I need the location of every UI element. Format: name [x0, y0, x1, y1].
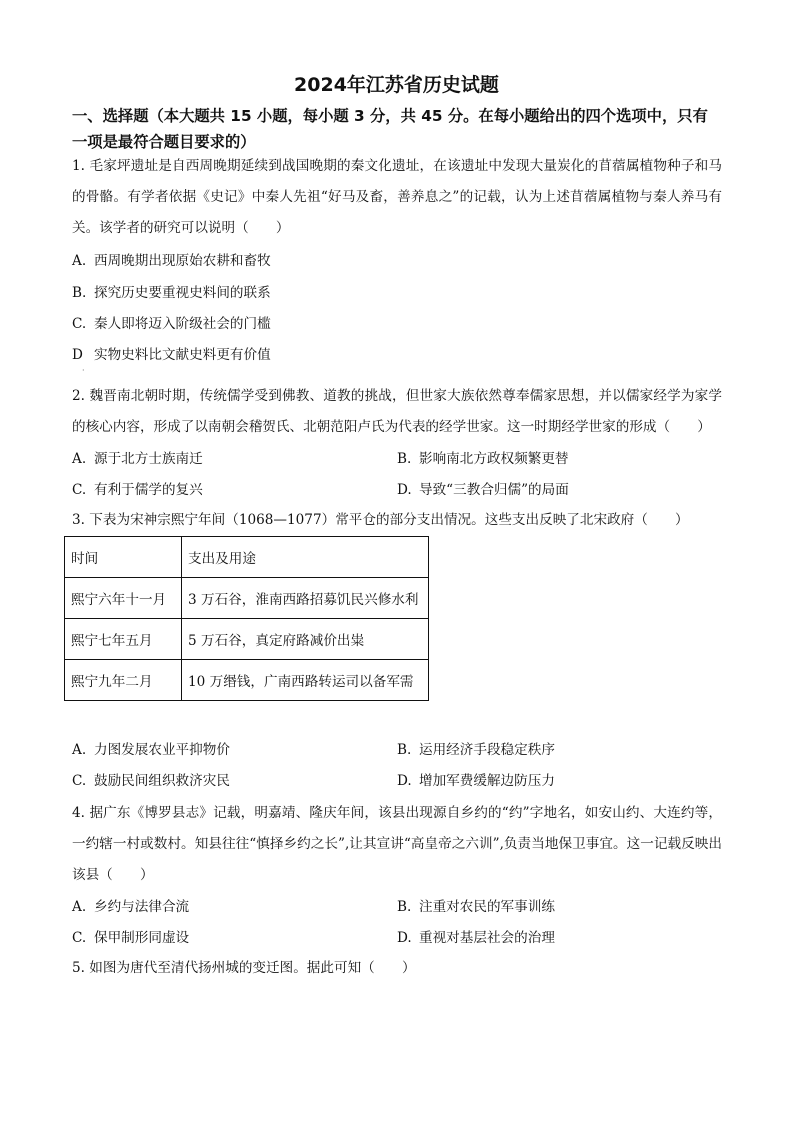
table-row [65, 619, 429, 660]
section-heading-line-2: 一项是最符合题目要求的） [72, 133, 256, 151]
question-1-option-d [72, 345, 271, 365]
option-letter: B. [397, 742, 412, 758]
option-letter: A. [72, 899, 87, 915]
table-cell: 熙宁七年五月 [65, 619, 182, 660]
table-cell: 5 万石谷，真定府路减价出粜 [182, 619, 429, 660]
option-letter: D [72, 347, 83, 363]
question-3-stem: 3. 下表为宋神宗熙宁年间（1068—1077）常平仓的部分支出情况。这些支出反映了北宋政府（ ） [72, 512, 689, 528]
question-3-option-b [397, 740, 555, 760]
option-text: 重视对基层社会的治理 [419, 930, 555, 946]
option-text: 力图发展农业平抑物价 [94, 742, 230, 758]
table-header-row [65, 537, 429, 578]
option-text: 保甲制形同虚设 [94, 930, 190, 946]
option-text: 影响南北方政权频繁更替 [419, 451, 569, 467]
option-letter: C. [72, 482, 87, 498]
question-4-option-d [397, 928, 555, 948]
option-text: 注重对农民的军事训练 [419, 899, 555, 915]
option-text: 秦人即将迈入阶级社会的门槛 [94, 316, 271, 332]
question-4-option-a [72, 897, 189, 917]
question-5-stem: 5. 如图为唐代至清代扬州城的变迁图。据此可知（ ） [72, 960, 416, 976]
option-letter: D. [397, 773, 412, 789]
option-letter: A. [72, 451, 87, 467]
question-2-option-c [72, 480, 203, 500]
table-row [65, 578, 429, 619]
table-header-cell: 支出及用途 [182, 537, 429, 578]
option-letter: B. [397, 451, 412, 467]
question-4-stem: 4. 据广东《博罗县志》记载，明嘉靖、隆庆年间，该县出现源自乡约的“约”字地名，如安山约、大连约等，一约辖一村或数村。知县往往“慎择乡约之长”,让其宣讲“高皇帝之六训”,负责当地保卫事宜。这一记载反映出该县（ ） [72, 805, 722, 883]
question-2-option-b [397, 449, 569, 469]
option-letter: A. [72, 253, 87, 269]
option-letter: C. [72, 930, 87, 946]
question-1-stem: 1. 毛家坪遗址是自西周晚期延续到战国晚期的秦文化遗址，在该遗址中发现大量炭化的苜蓿属植物种子和马的骨骼。有学者依据《史记》中秦人先祖“好马及畜，善养息之”的记载，认为上述苜蓿属植物与秦人养马有关。该学者的研究可以说明（ ） [72, 158, 722, 236]
question-1-option-a [72, 251, 271, 271]
option-text: 鼓励民间组织救济灾民 [94, 773, 230, 789]
option-letter: A. [72, 742, 87, 758]
question-4-option-b [397, 897, 555, 917]
expenditure-table [64, 536, 429, 701]
question-4-option-c [72, 928, 189, 948]
stray-dot-mark: · [82, 366, 85, 375]
section-heading [72, 103, 722, 155]
option-text: 导致“三教合归儒”的局面 [419, 482, 569, 498]
question-2-option-a [72, 449, 203, 469]
question-2-stem: 2. 魏晋南北朝时期，传统儒学受到佛教、道教的挑战，但世家大族依然尊奉儒家思想，并以儒家经学为家学的核心内容，形成了以南朝会稽贺氏、北朝范阳卢氏为代表的经学世家。这一时期经学世家的形成（ ） [72, 388, 722, 435]
option-text: 探究历史要重视史料间的联系 [94, 285, 271, 301]
option-letter: B. [72, 285, 87, 301]
question-3-option-c [72, 771, 230, 791]
table-cell: 3 万石谷，淮南西路招募饥民兴修水利 [182, 578, 429, 619]
question-3-option-a [72, 740, 230, 760]
question-2-option-d [397, 480, 569, 500]
option-text: 有利于儒学的复兴 [94, 482, 203, 498]
question-3-option-d [397, 771, 555, 791]
option-letter: D. [397, 482, 412, 498]
question-1-option-c [72, 314, 271, 334]
option-letter: C. [72, 773, 87, 789]
exam-title: 2024年江苏省历史试题 [294, 74, 499, 96]
table-cell: 10 万缗钱，广南西路转运司以备军需 [182, 660, 429, 701]
table-cell: 熙宁九年二月 [65, 660, 182, 701]
option-text: 乡约与法律合流 [94, 899, 190, 915]
option-letter: C. [72, 316, 87, 332]
option-text: 运用经济手段稳定秩序 [419, 742, 555, 758]
table-cell: 熙宁六年十一月 [65, 578, 182, 619]
section-heading-line-1: 一、选择题（本大题共 15 小题，每小题 3 分，共 45 分。在每小题给出的四个选项中，只有 [72, 107, 708, 125]
option-text: 增加军费缓解边防压力 [419, 773, 555, 789]
option-letter: D. [397, 930, 412, 946]
table-header-cell: 时间 [65, 537, 182, 578]
option-letter: B. [397, 899, 412, 915]
option-text: 源于北方士族南迁 [94, 451, 203, 467]
table-row [65, 660, 429, 701]
option-text: 实物史料比文献史料更有价值 [94, 347, 271, 363]
question-1-option-b [72, 283, 271, 303]
option-text: 西周晚期出现原始农耕和畜牧 [94, 253, 271, 269]
